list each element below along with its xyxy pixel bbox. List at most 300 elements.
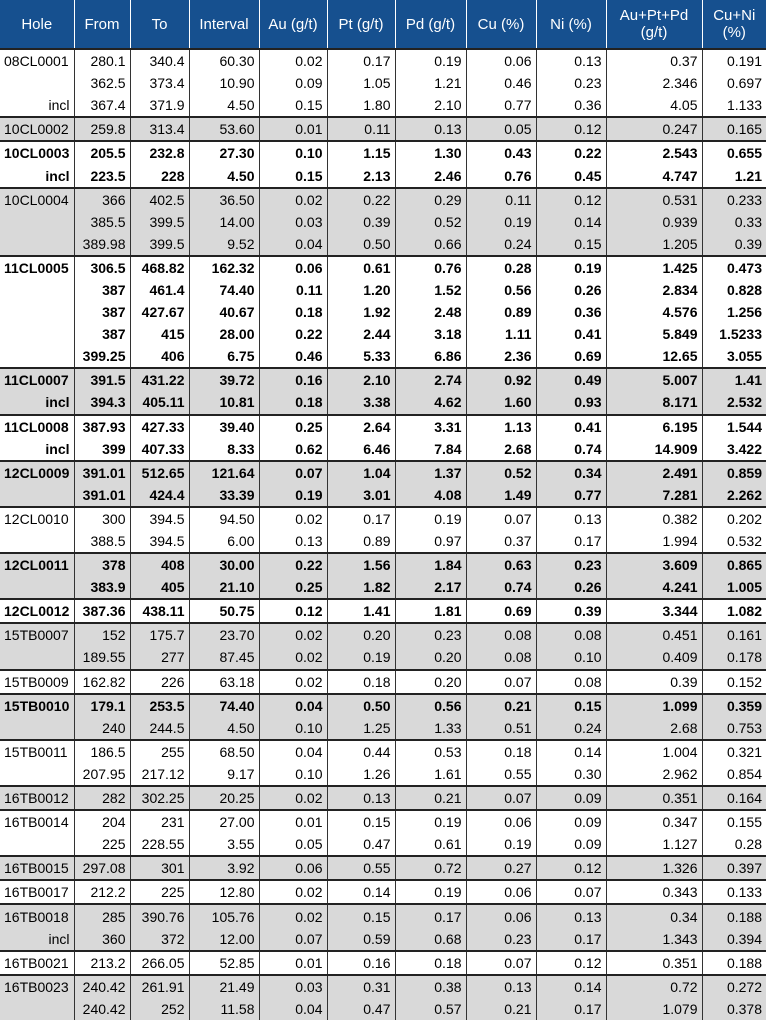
cell-interval: 12.80 xyxy=(189,880,259,904)
cell-pt: 0.47 xyxy=(327,833,395,856)
cell-interval: 74.40 xyxy=(189,279,259,301)
cell-au: 0.10 xyxy=(259,717,327,740)
table-row xyxy=(0,484,766,507)
table-row xyxy=(0,461,766,484)
cell-pd: 0.72 xyxy=(395,856,466,880)
cell-interval: 3.55 xyxy=(189,833,259,856)
cell-au: 0.03 xyxy=(259,211,327,233)
cell-au: 0.22 xyxy=(259,553,327,576)
table-row xyxy=(0,833,766,856)
cell-cu: 1.11 xyxy=(466,323,536,345)
cell-pd: 2.46 xyxy=(395,164,466,187)
table-row xyxy=(0,553,766,576)
cell-au: 0.16 xyxy=(259,368,327,391)
cell-au: 0.06 xyxy=(259,856,327,880)
cell-from: 388.5 xyxy=(74,530,130,553)
cell-au-pt-pd: 2.834 xyxy=(606,279,702,301)
table-row xyxy=(0,117,766,141)
column-header-interval: Interval xyxy=(189,0,259,49)
cell-cu: 0.51 xyxy=(466,717,536,740)
cell-au: 0.02 xyxy=(259,880,327,904)
cell-au-pt-pd: 1.205 xyxy=(606,233,702,256)
cell-cu-ni: 0.33 xyxy=(702,211,766,233)
cell-to: 405 xyxy=(130,576,189,599)
table-row xyxy=(0,256,766,279)
cell-au-pt-pd: 5.849 xyxy=(606,323,702,345)
cell-pt: 2.44 xyxy=(327,323,395,345)
cell-to: 461.4 xyxy=(130,279,189,301)
cell-interval: 14.00 xyxy=(189,211,259,233)
cell-hole: 08CL0001 xyxy=(0,49,74,72)
cell-to: 228.55 xyxy=(130,833,189,856)
cell-au: 0.01 xyxy=(259,117,327,141)
cell-pd: 6.86 xyxy=(395,345,466,368)
cell-au: 0.04 xyxy=(259,694,327,717)
cell-from: 385.5 xyxy=(74,211,130,233)
cell-pd: 0.17 xyxy=(395,904,466,927)
cell-au: 0.62 xyxy=(259,438,327,461)
cell-from: 213.2 xyxy=(74,951,130,975)
cell-pd: 0.97 xyxy=(395,530,466,553)
cell-au-pt-pd: 2.491 xyxy=(606,461,702,484)
cell-au-pt-pd: 0.939 xyxy=(606,211,702,233)
cell-pt: 1.04 xyxy=(327,461,395,484)
cell-ni: 0.14 xyxy=(536,975,606,998)
cell-ni: 0.39 xyxy=(536,599,606,623)
cell-cu-ni: 0.397 xyxy=(702,856,766,880)
cell-au: 0.18 xyxy=(259,391,327,414)
cell-au: 0.02 xyxy=(259,904,327,927)
cell-cu: 0.56 xyxy=(466,279,536,301)
cell-pt: 0.14 xyxy=(327,880,395,904)
cell-interval: 53.60 xyxy=(189,117,259,141)
cell-pt: 1.56 xyxy=(327,553,395,576)
cell-interval: 12.00 xyxy=(189,928,259,951)
cell-interval: 4.50 xyxy=(189,717,259,740)
cell-au-pt-pd: 1.994 xyxy=(606,530,702,553)
cell-hole: 12CL0011 xyxy=(0,553,74,576)
cell-au-pt-pd: 0.351 xyxy=(606,786,702,810)
cell-au: 0.07 xyxy=(259,461,327,484)
cell-pt: 0.18 xyxy=(327,670,395,694)
cell-pd: 0.52 xyxy=(395,211,466,233)
cell-cu-ni: 0.473 xyxy=(702,256,766,279)
cell-hole: 15TB0009 xyxy=(0,670,74,694)
cell-to: 405.11 xyxy=(130,391,189,414)
cell-hole: 16TB0021 xyxy=(0,951,74,975)
cell-hole xyxy=(0,484,74,507)
cell-to: 255 xyxy=(130,740,189,763)
cell-pt: 2.10 xyxy=(327,368,395,391)
cell-cu: 0.21 xyxy=(466,694,536,717)
cell-from: 394.3 xyxy=(74,391,130,414)
cell-pt: 0.50 xyxy=(327,694,395,717)
cell-from: 378 xyxy=(74,553,130,576)
cell-au-pt-pd: 4.05 xyxy=(606,94,702,117)
cell-pt: 0.44 xyxy=(327,740,395,763)
cell-au: 0.22 xyxy=(259,323,327,345)
cell-from: 366 xyxy=(74,188,130,211)
cell-to: 427.67 xyxy=(130,301,189,323)
cell-to: 431.22 xyxy=(130,368,189,391)
cell-hole xyxy=(0,576,74,599)
cell-au-pt-pd: 1.343 xyxy=(606,928,702,951)
cell-au: 0.04 xyxy=(259,740,327,763)
cell-pt: 2.13 xyxy=(327,164,395,187)
cell-from: 179.1 xyxy=(74,694,130,717)
cell-cu: 0.05 xyxy=(466,117,536,141)
table-row xyxy=(0,856,766,880)
cell-ni: 0.49 xyxy=(536,368,606,391)
cell-cu-ni: 1.21 xyxy=(734,167,762,184)
cell-cu-ni: 1.082 xyxy=(702,599,766,623)
cell-cu: 0.06 xyxy=(466,810,536,833)
cell-interval: 39.72 xyxy=(189,368,259,391)
cell-ni: 0.13 xyxy=(536,904,606,927)
cell-au: 0.02 xyxy=(259,623,327,646)
cell-cu-ni: 0.164 xyxy=(702,786,766,810)
cell-to: 217.12 xyxy=(130,763,189,786)
cell-ni: 0.45 xyxy=(536,164,606,187)
table-row xyxy=(0,279,766,301)
cell-pt: 0.50 xyxy=(327,233,395,256)
cell-au-pt-pd: 0.531 xyxy=(606,188,702,211)
cell-to: 390.76 xyxy=(130,904,189,927)
cell-pd: 1.81 xyxy=(395,599,466,623)
cell-to: 301 xyxy=(130,856,189,880)
cell-cu: 0.89 xyxy=(466,301,536,323)
cell-hole xyxy=(0,763,74,786)
cell-cu-ni: 3.422 xyxy=(726,440,762,457)
cell-cu: 0.08 xyxy=(466,623,536,646)
table-row xyxy=(0,975,766,998)
cell-pd: 0.23 xyxy=(395,623,466,646)
cell-interval: 30.00 xyxy=(189,553,259,576)
cell-au-pt-pd: 0.72 xyxy=(606,975,702,998)
cell-to: 266.05 xyxy=(130,951,189,975)
cell-pd: 0.38 xyxy=(395,975,466,998)
cell-pt: 1.26 xyxy=(327,763,395,786)
cell-au-pt-pd: 1.326 xyxy=(606,856,702,880)
cell-pd: 1.61 xyxy=(395,763,466,786)
table-row xyxy=(0,368,766,391)
cell-cu: 0.76 xyxy=(466,164,536,187)
cell-cu-ni: 0.272 xyxy=(702,975,766,998)
cell-cu: 0.74 xyxy=(466,576,536,599)
cell-to: 225 xyxy=(130,880,189,904)
cell-pd: 4.08 xyxy=(395,484,466,507)
cell-pt: 2.64 xyxy=(327,415,395,438)
table-row xyxy=(0,670,766,694)
cell-pt: 0.61 xyxy=(327,256,395,279)
cell-au-pt-pd: 0.34 xyxy=(606,904,702,927)
cell-to: 394.5 xyxy=(130,530,189,553)
column-header-pt: Pt (g/t) xyxy=(327,0,395,49)
table-row xyxy=(0,576,766,599)
cell-from: 240.42 xyxy=(74,975,130,998)
cell-interval: 94.50 xyxy=(189,507,259,530)
cell-cu: 0.37 xyxy=(466,530,536,553)
cell-cu-ni: 0.865 xyxy=(702,553,766,576)
cell-pd: 0.61 xyxy=(395,833,466,856)
cell-from: 285 xyxy=(74,904,130,927)
cell-au-pt-pd: 0.347 xyxy=(606,810,702,833)
cell-au-pt-pd: 4.576 xyxy=(606,301,702,323)
cell-hole: 11CL0008 xyxy=(0,415,74,438)
cell-to: 399.5 xyxy=(130,211,189,233)
cell-au-pt-pd: 12.65 xyxy=(606,345,702,368)
table-row xyxy=(0,717,766,740)
cell-au-pt-pd: 2.543 xyxy=(606,141,702,164)
cell-ni: 0.15 xyxy=(536,233,606,256)
cell-interval: 11.58 xyxy=(189,998,259,1020)
cell-au-pt-pd: 3.609 xyxy=(606,553,702,576)
cell-interval: 60.30 xyxy=(189,49,259,72)
cell-pt: 0.13 xyxy=(327,786,395,810)
cell-to: 427.33 xyxy=(130,415,189,438)
cell-to: 228 xyxy=(130,164,189,187)
cell-ni: 0.17 xyxy=(536,998,606,1020)
cell-cu-ni: 0.155 xyxy=(702,810,766,833)
cell-cu: 0.18 xyxy=(466,740,536,763)
cell-from: 391.01 xyxy=(74,461,130,484)
cell-au: 0.02 xyxy=(259,507,327,530)
cell-au: 0.04 xyxy=(259,233,327,256)
cell-ni: 0.09 xyxy=(536,786,606,810)
table-body xyxy=(0,49,766,1020)
cell-ni: 0.09 xyxy=(536,810,606,833)
cell-au: 0.06 xyxy=(259,256,327,279)
cell-ni: 0.93 xyxy=(536,391,606,414)
cell-ni: 0.22 xyxy=(536,141,606,164)
column-header-cu: Cu (%) xyxy=(466,0,536,49)
cell-cu: 1.49 xyxy=(466,484,536,507)
table-row xyxy=(0,998,766,1020)
cell-hole: 10CL0002 xyxy=(0,117,74,141)
cell-au-pt-pd: 0.37 xyxy=(606,49,702,72)
cell-au-pt-pd: 1.127 xyxy=(606,833,702,856)
cell-interval: 10.81 xyxy=(189,391,259,414)
table-row xyxy=(0,391,766,414)
cell-hole xyxy=(0,233,74,256)
cell-cu-ni: 1.5233 xyxy=(719,326,762,343)
cell-to: 438.11 xyxy=(130,599,189,623)
cell-to: 406 xyxy=(130,345,189,368)
cell-cu-ni: 1.41 xyxy=(702,368,766,391)
cell-pt: 1.92 xyxy=(327,301,395,323)
cell-cu-ni: 0.532 xyxy=(726,533,762,550)
cell-to: 340.4 xyxy=(130,49,189,72)
cell-ni: 0.23 xyxy=(536,553,606,576)
column-header-ni: Ni (%) xyxy=(536,0,606,49)
cell-interval: 40.67 xyxy=(189,301,259,323)
cell-hole: 12CL0012 xyxy=(0,599,74,623)
cell-pt: 0.55 xyxy=(327,856,395,880)
cell-hole: 15TB0011 xyxy=(0,740,74,763)
cell-from: 186.5 xyxy=(74,740,130,763)
cell-hole xyxy=(0,323,74,345)
cell-ni: 0.13 xyxy=(536,507,606,530)
cell-au-pt-pd: 8.171 xyxy=(606,391,702,414)
column-header-to: To xyxy=(130,0,189,49)
cell-to: 261.91 xyxy=(130,975,189,998)
cell-from: 360 xyxy=(74,928,130,951)
cell-cu-ni: 0.378 xyxy=(702,998,766,1020)
cell-pd: 0.18 xyxy=(395,951,466,975)
cell-ni: 0.34 xyxy=(536,461,606,484)
cell-to: 468.82 xyxy=(130,256,189,279)
cell-ni: 0.36 xyxy=(536,94,606,117)
cell-au: 0.02 xyxy=(259,670,327,694)
column-header-pd: Pd (g/t) xyxy=(395,0,466,49)
cell-interval: 4.50 xyxy=(189,94,259,117)
cell-cu: 2.36 xyxy=(466,345,536,368)
column-header-from: From xyxy=(74,0,130,49)
cell-from: 207.95 xyxy=(74,763,130,786)
cell-cu-ni: 0.753 xyxy=(702,717,766,740)
cell-hole xyxy=(0,833,74,856)
cell-interval: 27.30 xyxy=(189,141,259,164)
cell-from: 297.08 xyxy=(74,856,130,880)
cell-ni: 0.23 xyxy=(536,72,606,94)
cell-ni: 0.13 xyxy=(536,49,606,72)
cell-ni: 0.41 xyxy=(536,323,606,345)
cell-interval: 21.49 xyxy=(189,975,259,998)
cell-cu: 0.63 xyxy=(466,553,536,576)
cell-hole: 15TB0007 xyxy=(0,623,74,646)
cell-au: 0.07 xyxy=(259,928,327,951)
cell-to: 175.7 xyxy=(130,623,189,646)
cell-cu-ni: 0.133 xyxy=(702,880,766,904)
table-row xyxy=(0,904,766,927)
cell-ni: 0.14 xyxy=(536,740,606,763)
cell-au-pt-pd: 2.68 xyxy=(606,717,702,740)
cell-interval: 105.76 xyxy=(189,904,259,927)
cell-hole: 10CL0003 xyxy=(0,141,74,164)
cell-from: 259.8 xyxy=(74,117,130,141)
cell-to: 394.5 xyxy=(130,507,189,530)
cell-cu: 0.07 xyxy=(466,951,536,975)
cell-pd: 1.52 xyxy=(395,279,466,301)
cell-cu-ni: 0.188 xyxy=(702,951,766,975)
cell-cu-ni: 0.859 xyxy=(702,461,766,484)
cell-from: 240 xyxy=(74,717,130,740)
cell-pt: 1.20 xyxy=(327,279,395,301)
cell-to: 232.8 xyxy=(130,141,189,164)
cell-cu: 0.21 xyxy=(466,998,536,1020)
table-row xyxy=(0,507,766,530)
cell-hole: incl xyxy=(0,391,74,414)
cell-cu-ni: 0.161 xyxy=(702,623,766,646)
cell-au: 0.05 xyxy=(259,833,327,856)
cell-pd: 0.19 xyxy=(395,880,466,904)
cell-cu: 0.06 xyxy=(466,49,536,72)
cell-cu: 0.43 xyxy=(466,141,536,164)
cell-ni: 0.26 xyxy=(536,576,606,599)
cell-pd: 3.18 xyxy=(395,323,466,345)
cell-pt: 0.59 xyxy=(327,928,395,951)
cell-pt: 6.46 xyxy=(327,438,395,461)
table-row xyxy=(0,233,766,256)
cell-cu-ni: 0.854 xyxy=(726,765,762,782)
cell-pd: 4.62 xyxy=(395,391,466,414)
table-row xyxy=(0,623,766,646)
cell-ni: 0.08 xyxy=(536,670,606,694)
cell-au-pt-pd: 3.344 xyxy=(606,599,702,623)
cell-au: 0.11 xyxy=(259,279,327,301)
cell-to: 399.5 xyxy=(130,233,189,256)
cell-pt: 0.31 xyxy=(327,975,395,998)
cell-interval: 9.52 xyxy=(189,233,259,256)
cell-cu-ni: 0.394 xyxy=(702,928,766,951)
table-row xyxy=(0,415,766,438)
cell-hole xyxy=(0,345,74,368)
cell-ni: 0.15 xyxy=(536,694,606,717)
cell-hole: 16TB0014 xyxy=(0,810,74,833)
cell-pt: 1.15 xyxy=(327,141,395,164)
cell-pd: 0.21 xyxy=(395,786,466,810)
cell-cu-ni: 0.655 xyxy=(702,141,766,164)
cell-pt: 0.39 xyxy=(327,211,395,233)
cell-cu: 0.19 xyxy=(466,211,536,233)
cell-au-pt-pd: 0.409 xyxy=(606,646,702,669)
cell-pt: 0.15 xyxy=(327,904,395,927)
cell-au: 0.01 xyxy=(259,810,327,833)
cell-interval: 36.50 xyxy=(189,188,259,211)
cell-cu: 0.07 xyxy=(466,670,536,694)
cell-pt: 0.11 xyxy=(327,117,395,141)
cell-au: 0.19 xyxy=(259,484,327,507)
cell-pd: 1.33 xyxy=(395,717,466,740)
cell-cu-ni: 0.178 xyxy=(702,646,766,669)
cell-interval: 121.64 xyxy=(189,461,259,484)
cell-interval: 23.70 xyxy=(189,623,259,646)
cell-hole: 11CL0007 xyxy=(0,368,74,391)
cell-hole xyxy=(0,717,74,740)
cell-ni: 0.12 xyxy=(536,117,606,141)
cell-ni: 0.17 xyxy=(536,530,606,553)
table-row xyxy=(0,763,766,786)
cell-au: 0.03 xyxy=(259,975,327,998)
cell-interval: 8.33 xyxy=(189,438,259,461)
cell-cu-ni: 0.165 xyxy=(702,117,766,141)
cell-cu-ni: 0.28 xyxy=(734,836,762,853)
cell-pd: 0.19 xyxy=(395,49,466,72)
cell-cu: 0.77 xyxy=(466,94,536,117)
cell-pt: 1.80 xyxy=(327,94,395,117)
cell-from: 391.01 xyxy=(74,484,130,507)
header-row xyxy=(0,0,766,49)
cell-ni: 0.09 xyxy=(536,833,606,856)
cell-au-pt-pd: 2.962 xyxy=(606,763,702,786)
cell-from: 162.82 xyxy=(74,670,130,694)
cell-pd: 1.37 xyxy=(395,461,466,484)
table-row xyxy=(0,880,766,904)
cell-au-pt-pd: 6.195 xyxy=(606,415,702,438)
cell-cu: 0.07 xyxy=(466,786,536,810)
table-row xyxy=(0,345,766,368)
cell-cu: 0.27 xyxy=(466,856,536,880)
cell-au: 0.15 xyxy=(259,94,327,117)
cell-pd: 2.17 xyxy=(395,576,466,599)
cell-interval: 3.92 xyxy=(189,856,259,880)
cell-interval: 28.00 xyxy=(189,323,259,345)
cell-au-pt-pd: 1.004 xyxy=(606,740,702,763)
cell-au: 0.02 xyxy=(259,646,327,669)
cell-cu: 0.24 xyxy=(466,233,536,256)
cell-hole: 11CL0005 xyxy=(0,256,74,279)
cell-ni: 0.26 xyxy=(536,279,606,301)
